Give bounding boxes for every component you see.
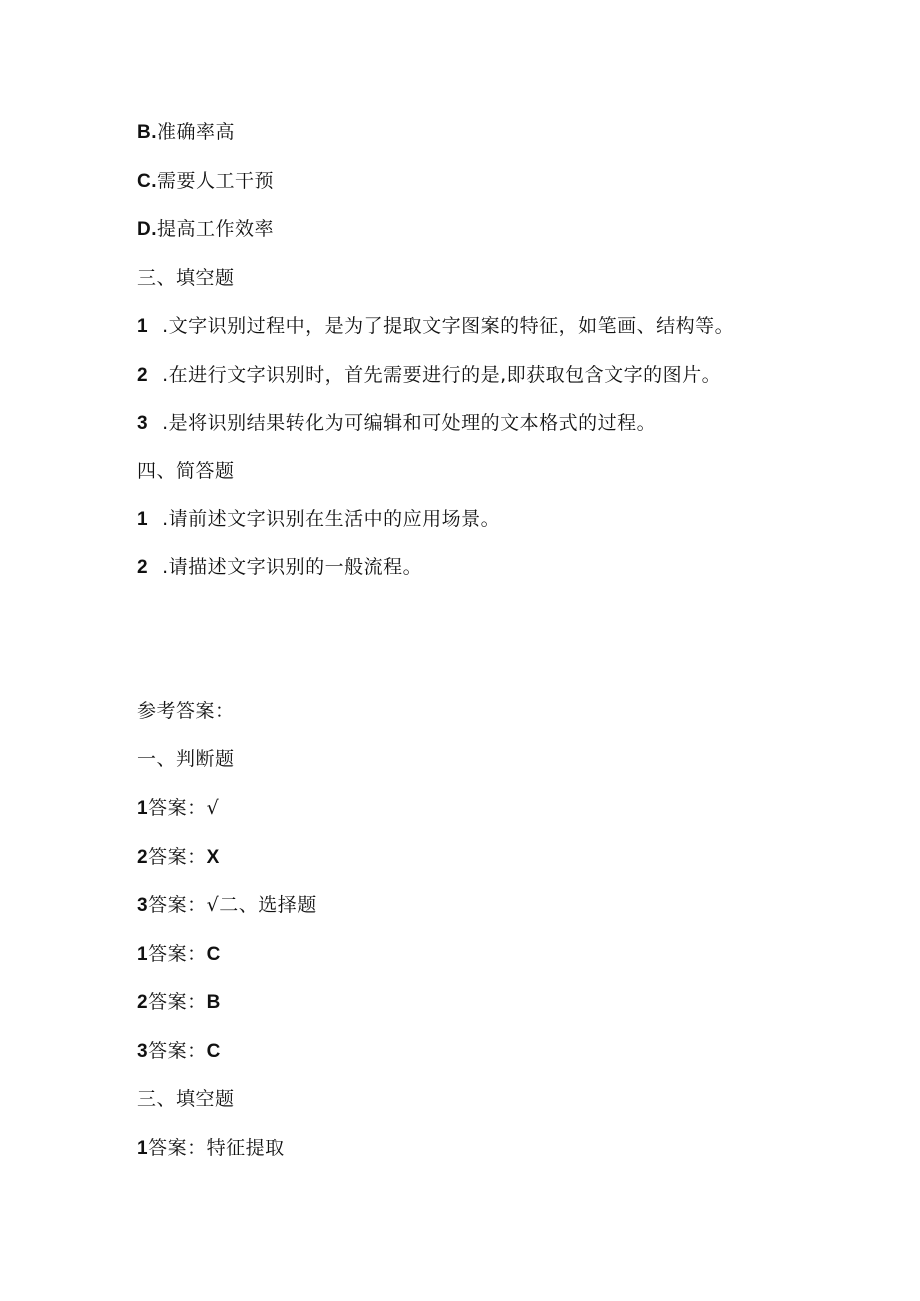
fill-answer-1 [137, 1136, 285, 1161]
answer-label: 答案： [148, 797, 207, 819]
short-question-1 [137, 507, 500, 532]
section4-heading: 四、简答题 [137, 460, 235, 482]
fill-question-3 [137, 411, 656, 436]
answer-value: B [206, 992, 221, 1013]
answer-number: 1 [137, 944, 149, 965]
option-b [137, 120, 235, 145]
answer-value: X [206, 847, 220, 868]
option-letter: D. [137, 219, 157, 240]
answer-label: 答案： [148, 1137, 207, 1159]
question-number: 1 [137, 509, 149, 530]
short-question-2 [137, 555, 422, 580]
answer-number: 1 [137, 1138, 149, 1159]
answer-value: √ [206, 797, 220, 819]
option-d [137, 217, 274, 242]
question-text: .请前述文字识别在生活中的应用场景。 [162, 508, 501, 530]
option-letter: C. [137, 171, 157, 192]
answer-value: C [206, 944, 221, 965]
question-text: .请描述文字识别的一般流程。 [162, 556, 423, 578]
option-letter: B. [137, 122, 157, 143]
answer-label: 答案： [148, 894, 207, 916]
fill-question-2 [137, 363, 721, 388]
question-number: 2 [137, 557, 149, 578]
question-text: .是将识别结果转化为可编辑和可处理的文本格式的过程。 [162, 412, 657, 434]
choice-answer-2 [137, 990, 221, 1015]
section2-heading: 二、选择题 [219, 894, 317, 916]
answers-judge-heading: 一、判断题 [137, 748, 235, 770]
option-text: 提高工作效率 [157, 218, 275, 240]
option-text: 需要人工干预 [157, 170, 275, 192]
judge-answer-2 [137, 845, 220, 870]
question-number: 1 [137, 316, 149, 337]
answer-number: 2 [137, 992, 149, 1013]
answer-label: 答案： [148, 943, 207, 965]
section3-heading: 三、填空题 [137, 267, 235, 289]
answer-number: 3 [137, 895, 149, 916]
answer-label: 答案： [148, 1040, 207, 1062]
judge-answer-3 [137, 893, 317, 918]
answers-fill-heading: 三、填空题 [137, 1088, 235, 1110]
question-text: .在进行文字识别时，首先需要进行的是,即获取包含文字的图片。 [162, 364, 722, 386]
question-number: 3 [137, 413, 149, 434]
answer-number: 2 [137, 847, 149, 868]
answer-value: C [206, 1041, 221, 1062]
question-number: 2 [137, 365, 149, 386]
option-c [137, 169, 274, 194]
question-text: .文字识别过程中，是为了提取文字图案的特征，如笔画、结构等。 [162, 315, 735, 337]
answer-label: 答案： [148, 991, 207, 1013]
fill-question-1 [137, 314, 734, 339]
choice-answer-1 [137, 942, 221, 967]
option-text: 准确率高 [157, 121, 236, 143]
answer-number: 3 [137, 1041, 149, 1062]
answer-value: √ [206, 894, 220, 916]
judge-answer-1 [137, 796, 219, 821]
answers-title: 参考答案： [137, 700, 235, 722]
answer-value: 特征提取 [206, 1137, 285, 1159]
choice-answer-3 [137, 1039, 221, 1064]
answer-number: 1 [137, 798, 149, 819]
answer-label: 答案： [148, 846, 207, 868]
